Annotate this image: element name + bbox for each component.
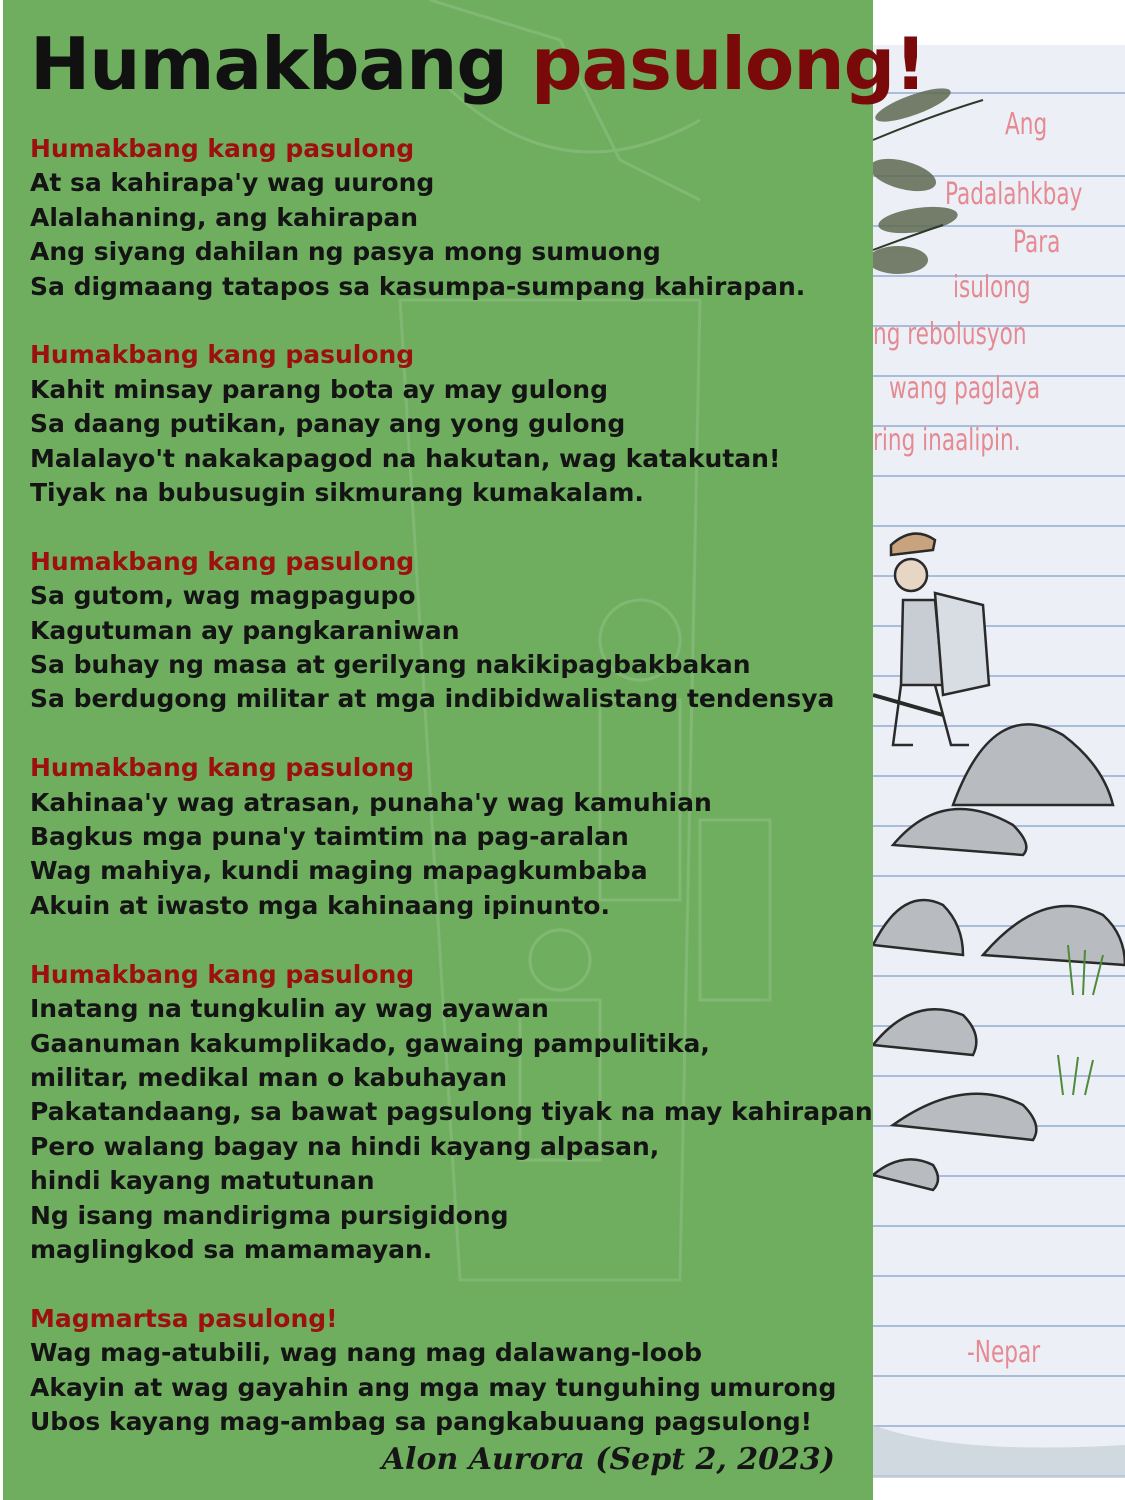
title-part-2: pasulong! bbox=[531, 22, 927, 106]
poem-line: Bagkus mga puna'y taimtim na pag-aralan bbox=[30, 822, 629, 852]
poem-line: Sa daang putikan, panay ang yong gulong bbox=[30, 409, 626, 439]
handwriting-line: wang paglaya bbox=[889, 371, 1041, 406]
grass-illustration bbox=[1058, 945, 1103, 1095]
poem-line: Alalahaning, ang kahirapan bbox=[30, 202, 419, 232]
poem-line: Pakatandaang, sa bawat pagsulong tiyak na may kahirapan bbox=[30, 1097, 873, 1127]
poem-body bbox=[30, 132, 873, 1439]
stanza bbox=[30, 958, 873, 1268]
poem-line: Wag mahiya, kundi maging mapagkumbaba bbox=[30, 856, 648, 886]
poem-title bbox=[30, 14, 926, 114]
handwriting-line: ng rebolusyon bbox=[873, 317, 1027, 352]
poem-line: Wag mag-atubili, wag nang mag dalawang-loob bbox=[30, 1338, 702, 1368]
stanza-heading: Humakbang kang pasulong bbox=[30, 546, 415, 576]
poem-line: Sa digmaang tatapos sa kasumpa-sumpang kahirapan. bbox=[30, 271, 806, 301]
stanza bbox=[30, 751, 860, 923]
drawing-illustration bbox=[873, 45, 1125, 1478]
poem-line: Pero walang bagay na hindi kayang alpasan, bbox=[30, 1131, 660, 1161]
poem-line: Kahit minsay parang bota ay may gulong bbox=[30, 374, 609, 404]
poem-line: maglingkod sa mamamayan. bbox=[30, 1234, 433, 1264]
poem-line: Tiyak na bubusugin sikmurang kumakalam. bbox=[30, 478, 644, 508]
poem-line: Ubos kayang mag-ambag sa pangkabuuang pagsulong! bbox=[30, 1406, 813, 1436]
poem-line: Ng isang mandirigma pursigidong bbox=[30, 1200, 509, 1230]
poem-line: militar, medikal man o kabuhayan bbox=[30, 1062, 508, 1092]
stanza-heading: Humakbang kang pasulong bbox=[30, 340, 415, 370]
handwriting-signature: -Nepar bbox=[967, 1335, 1041, 1370]
rocks-illustration bbox=[873, 724, 1125, 1190]
stanza-heading: Humakbang kang pasulong bbox=[30, 753, 415, 783]
stanza bbox=[30, 545, 860, 717]
poem-line: Kahinaa'y wag atrasan, punaha'y wag kamuhian bbox=[30, 787, 712, 817]
poem-line: Akuin at iwasto mga kahinaang ipinunto. bbox=[30, 890, 610, 920]
poem-line: Ang siyang dahilan ng pasya mong sumuong bbox=[30, 237, 661, 267]
stanza-heading: Humakbang kang pasulong bbox=[30, 134, 415, 163]
handwriting-line: ring inaalipin. bbox=[873, 423, 1021, 458]
poem-line: Malalayo't nakakapagod na hakutan, wag katakutan! bbox=[30, 443, 781, 473]
notebook-drawing bbox=[873, 45, 1125, 1478]
handwriting-line: Padalahkbay bbox=[945, 177, 1083, 212]
hiker-illustration bbox=[873, 534, 989, 745]
poem-line: Gaanuman kakumplikado, gawaing pampulitika, bbox=[30, 1028, 710, 1058]
stanza-heading: Humakbang kang pasulong bbox=[30, 959, 415, 989]
stanza bbox=[30, 338, 860, 510]
title-part-1: Humakbang bbox=[30, 22, 507, 106]
author-signature: Alon Aurora (Sept 2, 2023) bbox=[381, 1442, 835, 1477]
handwriting-line: Ang bbox=[1005, 107, 1048, 142]
stanza bbox=[30, 1302, 860, 1440]
stanza-heading: Magmartsa pasulong! bbox=[30, 1303, 338, 1333]
poem-line: Sa berdugong militar at mga indibidwalistang tendensya bbox=[30, 684, 835, 714]
poem-line: Kagutuman ay pangkaraniwan bbox=[30, 615, 460, 645]
poem-line: Sa gutom, wag magpagupo bbox=[30, 581, 416, 611]
poem-line: hindi kayang matutunan bbox=[30, 1166, 375, 1196]
poem-line: Sa buhay ng masa at gerilyang nakikipagbakbakan bbox=[30, 650, 751, 680]
poem-line: At sa kahirapa'y wag uurong bbox=[30, 168, 435, 198]
poem-line: Akayin at wag gayahin ang mga may tunguhing umurong bbox=[30, 1372, 837, 1402]
stanza bbox=[30, 132, 860, 304]
handwriting-line: isulong bbox=[953, 270, 1031, 305]
handwriting-line: Para bbox=[1013, 225, 1061, 260]
poem-line: Inatang na tungkulin ay wag ayawan bbox=[30, 994, 549, 1024]
